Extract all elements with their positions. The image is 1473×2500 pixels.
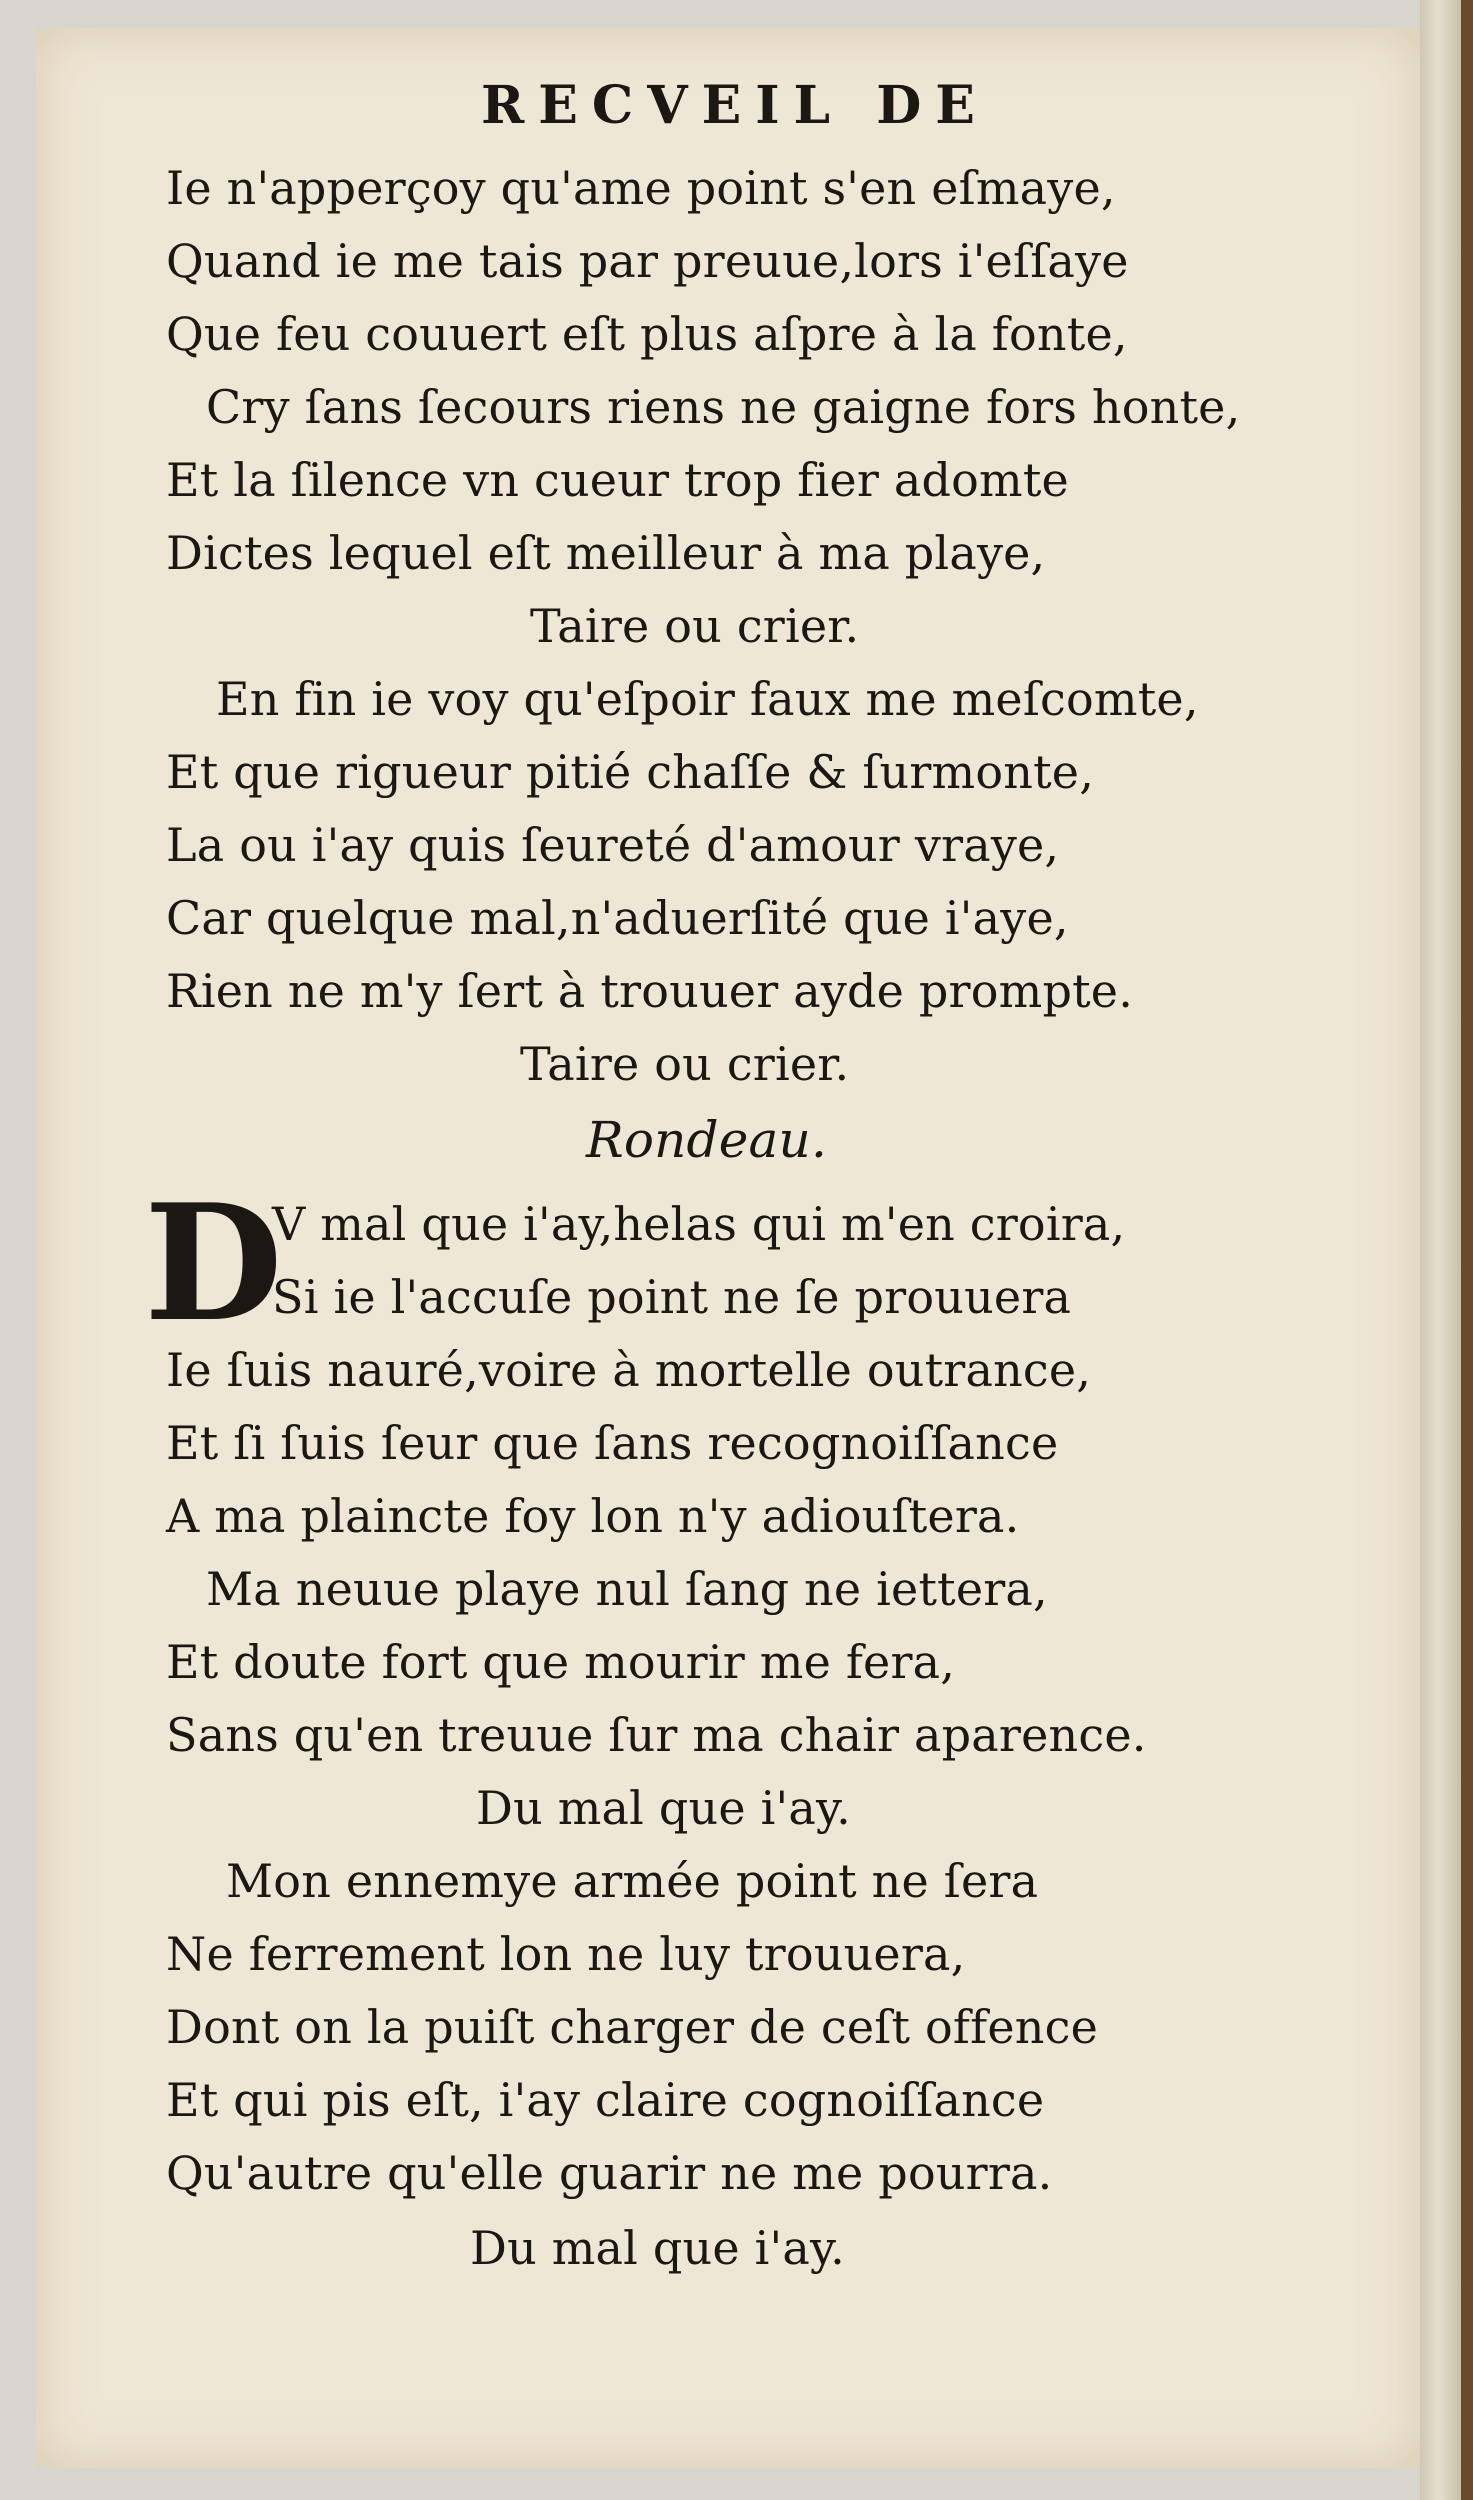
poem-line: Et doute fort que mourir me fera, <box>166 1635 956 1689</box>
poem-line: Et que rigueur pitié chaſſe & ſurmonte, <box>166 745 1095 799</box>
poem-line: Qu'autre qu'elle guarir ne me pourra. <box>166 2146 1053 2200</box>
poem-line: Rien ne m'y ſert à trouuer ayde prompte. <box>166 964 1134 1018</box>
poem-line: V mal que i'ay,helas qui m'en croira, <box>272 1197 1126 1251</box>
poem-line: Mon ennemye armée point ne ſera <box>226 1854 1039 1908</box>
refrain-line: Du mal que i'ay. <box>476 1781 851 1835</box>
poem-line: Ie n'apperçoy qu'ame point s'en eſmaye, <box>166 161 1116 215</box>
poem-line: Quand ie me tais par preuue,lors i'eſſaye <box>166 234 1129 288</box>
rondeau-title: Rondeau. <box>586 1111 828 1169</box>
poem-line: A ma plaincte foy lon n'y adiouſtera. <box>166 1489 1020 1543</box>
drop-cap: D <box>144 1169 283 1357</box>
poem-line: Et la ſilence vn cueur trop fier adomte <box>166 453 1069 507</box>
poem-line: Cry ſans ſecours riens ne gaigne fors honte, <box>206 380 1241 434</box>
running-header: RECVEIL DE <box>481 75 989 136</box>
page-text <box>36 28 1420 2468</box>
refrain-line: Taire ou crier. <box>530 599 860 653</box>
poem-line: Ma neuue playe nul ſang ne iettera, <box>206 1562 1048 1616</box>
poem-line: Et ſi ſuis ſeur que ſans recognoiſſance <box>166 1416 1059 1470</box>
poem-line: Car quelque mal,n'aduerſité que i'aye, <box>166 891 1069 945</box>
poem-line: Que feu couuert eſt plus aſpre à la fonte, <box>166 307 1128 361</box>
refrain-line: Taire ou crier. <box>520 1037 850 1091</box>
book-spine <box>1461 0 1473 2500</box>
poem-line: Sans qu'en treuue ſur ma chair aparence. <box>166 1708 1147 1762</box>
poem-line: Si ie l'accuſe point ne ſe prouuera <box>272 1270 1072 1324</box>
poem-line: Ie ſuis nauré,voire à mortelle outrance, <box>166 1343 1092 1397</box>
refrain-line: Du mal que i'ay. <box>470 2221 845 2275</box>
poem-line: Et qui pis eſt, i'ay claire cognoiſſance <box>166 2073 1045 2127</box>
poem-line: La ou i'ay quis ſeureté d'amour vraye, <box>166 818 1060 872</box>
poem-line: Ne ferrement lon ne luy trouuera, <box>166 1927 966 1981</box>
poem-line: Dictes lequel eſt meilleur à ma playe, <box>166 526 1046 580</box>
poem-line: Dont on la puiſt charger de ceſt offence <box>166 2000 1098 2054</box>
poem-line: En fin ie voy qu'eſpoir faux me meſcomte, <box>216 672 1199 726</box>
book-page <box>36 28 1420 2468</box>
